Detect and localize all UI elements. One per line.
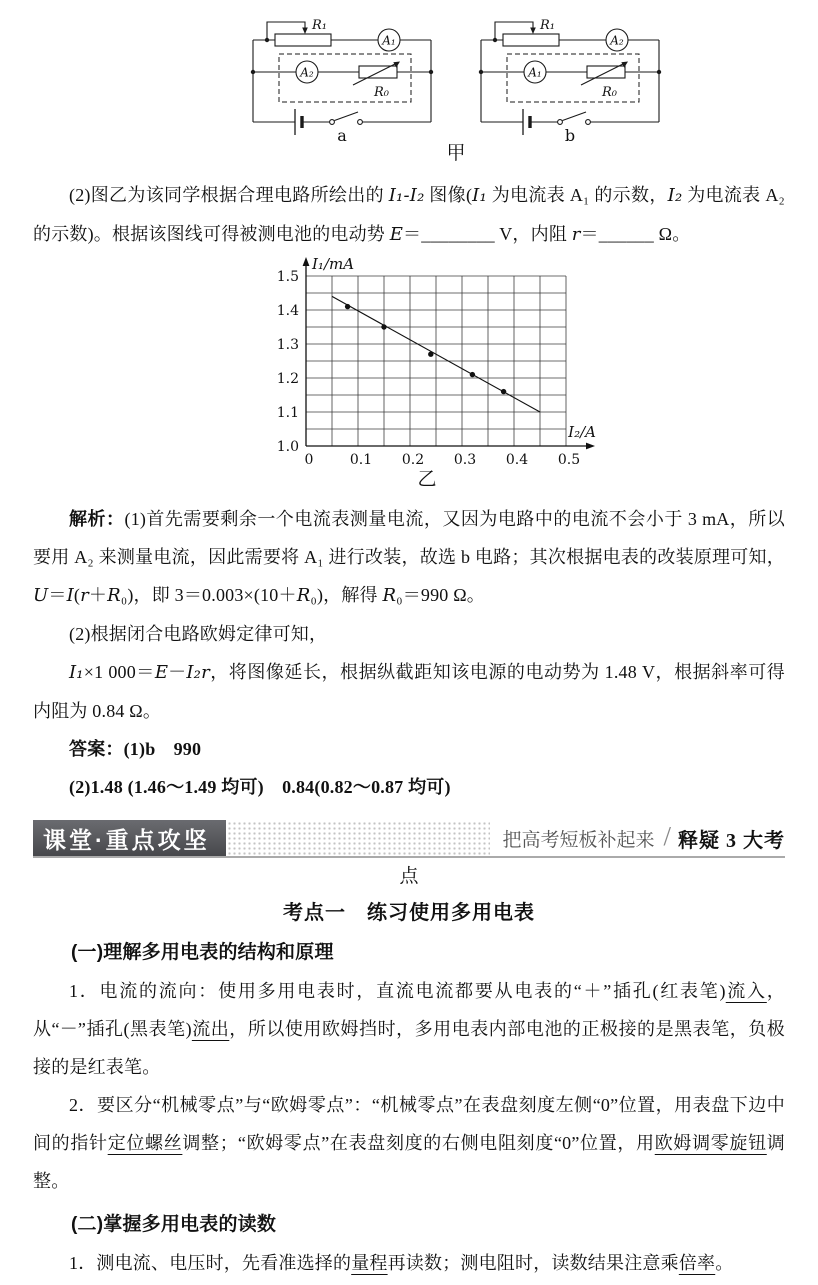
line-chart bbox=[254, 256, 600, 470]
svg-text:R₀: R₀ bbox=[374, 85, 389, 100]
svg-text:1.4: 1.4 bbox=[276, 303, 299, 319]
tagline-wrap-char: 点 bbox=[399, 866, 419, 887]
svg-text:a: a bbox=[337, 126, 347, 144]
svg-text:R₁: R₁ bbox=[312, 18, 327, 33]
svg-text:0.4: 0.4 bbox=[505, 452, 529, 468]
exam-point-paragraph-2: 2．要区分“机械零点”与“欧姆零点”：“机械零点”在表盘刻度左侧“0”位置，用表盘下边中间的指针定位螺丝调整；“欧姆零点”在表盘刻度的右侧电阻刻度“0”位置，用欧姆调零旋钮调整。 bbox=[33, 1095, 785, 1191]
tagline-plain: 把高考短板补起来 bbox=[502, 829, 655, 851]
exam-point-paragraph-1: 1．电流的流向：使用多用电表时，直流电流都要从电表的“＋”插孔(红表笔)流入，从“－”插孔(黑表笔)流出，所以使用欧姆挡时，多用电表内部电池的正极接的是黑表笔，负极接的是红表笔。 bbox=[33, 981, 786, 1077]
svg-text:0.3: 0.3 bbox=[453, 452, 477, 468]
section-header-bar bbox=[33, 820, 785, 858]
analysis-paragraph-1: 解析：(1)首先需要剩余一个电流表测量电流，又因为电路中的电流不会小于 3 mA，所以要用 A₂ 来测量电流，因此需要将 A₁ 进行改装，故选 b 电路；其次根据电表的改装原理可知，U＝I(r＋R₀)，即 3＝0.003×(10＋R₀)，解得 R₀＝990 Ω。 bbox=[33, 509, 785, 606]
svg-text:A₂: A₂ bbox=[300, 65, 314, 80]
analysis-paragraph-2: (2)根据闭合电路欧姆定律可知， bbox=[69, 624, 328, 644]
question-paragraph: (2)图乙为该同学根据合理电路所绘出的 I₁-I₂ 图像(I₁ 为电流表 A₁ 的示数，I₂ 为电流表 A₂ 的示数)。根据该图线可得被测电池的电动势 E＝________ V，内阻 r＝______ Ω。 bbox=[33, 185, 785, 245]
svg-text:1.0: 1.0 bbox=[276, 439, 299, 455]
dotted-divider bbox=[226, 820, 491, 856]
figure-caption-jia: 甲 bbox=[446, 143, 466, 164]
svg-text:1.3: 1.3 bbox=[276, 337, 299, 353]
exam-point-heading: 考点一 练习使用多用电表 bbox=[283, 902, 535, 924]
svg-text:1.1: 1.1 bbox=[276, 405, 299, 421]
svg-text:R₁: R₁ bbox=[540, 18, 555, 33]
answer-paragraph-2: (2)1.48 (1.46～1.49 均可) 0.84(0.82～0.87 均可) bbox=[69, 777, 451, 797]
exam-point-paragraph-3: 1．测电流、电压时，先看准选择的量程再读数；测电阻时，读数结果注意乘倍率。 bbox=[69, 1253, 734, 1273]
svg-text:b: b bbox=[564, 126, 576, 144]
section-tagline bbox=[490, 820, 785, 856]
svg-text:I₁/mA: I₁/mA bbox=[312, 256, 355, 273]
svg-text:R₀: R₀ bbox=[602, 85, 617, 100]
chart-caption-yi: 乙 bbox=[417, 469, 437, 490]
tagline-slash-icon: / bbox=[663, 820, 671, 851]
svg-text:A₁: A₁ bbox=[382, 33, 396, 48]
svg-text:0.5: 0.5 bbox=[557, 452, 581, 468]
svg-text:1.2: 1.2 bbox=[276, 371, 299, 387]
svg-text:A₁: A₁ bbox=[528, 65, 542, 80]
tagline-bold: 释疑 3 大考 bbox=[678, 829, 785, 852]
chart-figure-yi bbox=[33, 256, 785, 490]
circuit-diagram-a bbox=[239, 10, 445, 144]
circuit-diagram-b bbox=[467, 10, 673, 144]
exam-point-subheading-1: (一)理解多用电表的结构和原理 bbox=[71, 942, 334, 963]
exam-point-subheading-2: (二)掌握多用电表的读数 bbox=[71, 1214, 277, 1235]
circuit-figure-jia bbox=[80, 10, 818, 144]
answer-paragraph-1: 答案：(1)b 990 bbox=[69, 739, 202, 759]
section-title: 课堂·重点攻坚 bbox=[33, 820, 226, 856]
svg-text:A₂: A₂ bbox=[610, 33, 624, 48]
svg-text:0.1: 0.1 bbox=[349, 452, 373, 468]
svg-text:0: 0 bbox=[304, 452, 314, 468]
analysis-paragraph-3: I₁×1 000＝E－I₂r，将图像延长，根据纵截距知该电源的电动势为 1.48 V，根据斜率可得内阻为 0.84 Ω。 bbox=[33, 662, 785, 721]
svg-text:1.5: 1.5 bbox=[276, 269, 299, 285]
svg-text:I₂/A: I₂/A bbox=[568, 423, 596, 441]
svg-text:0.2: 0.2 bbox=[401, 452, 425, 468]
